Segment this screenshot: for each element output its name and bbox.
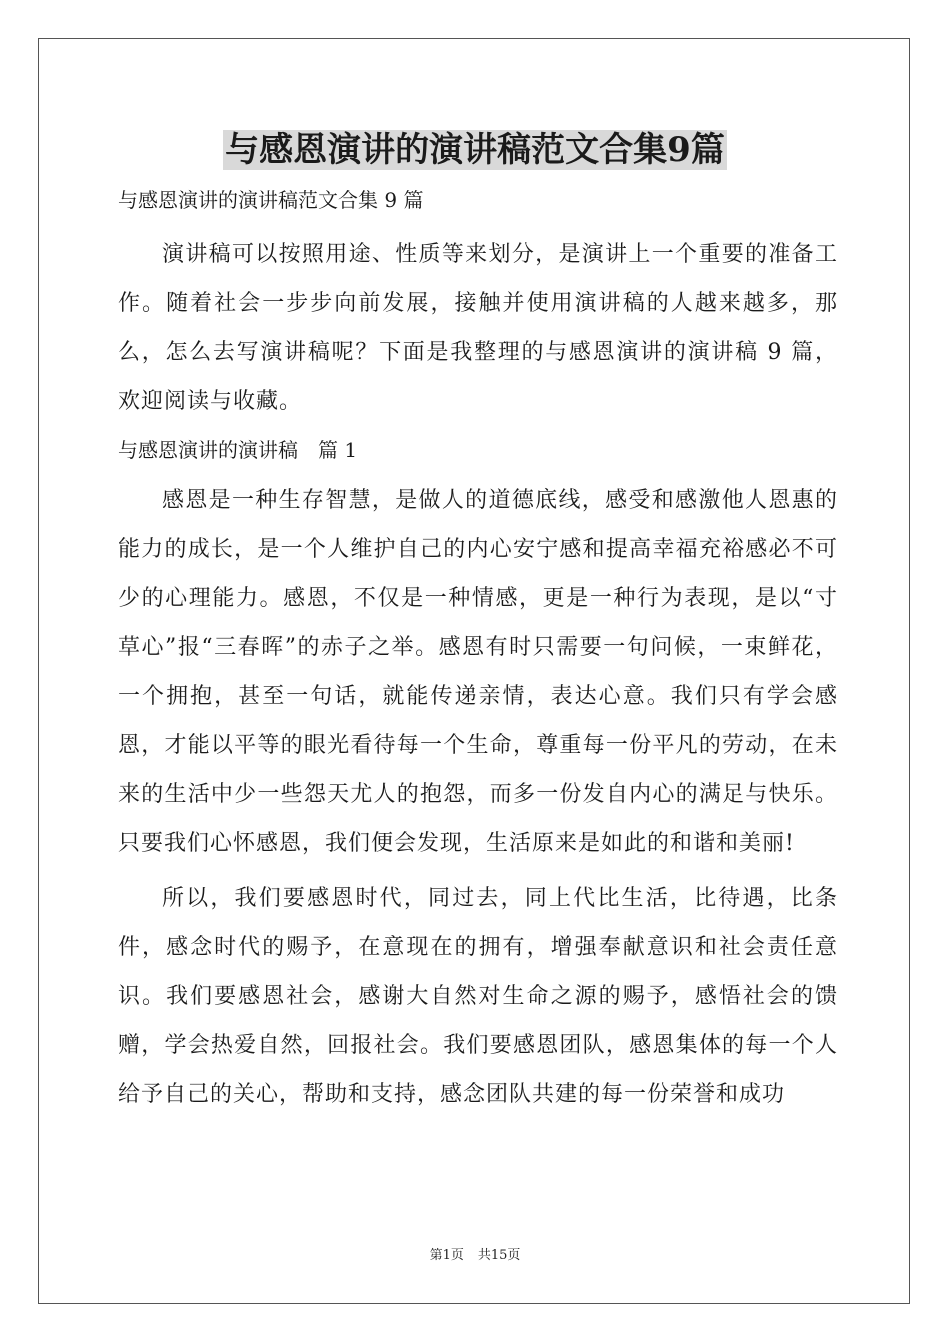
body-paragraph: 所以，我们要感恩时代，同过去，同上代比生活，比待遇，比条件，感念时代的赐予，在意现在的拥有，增强奉献意识和社会责任意识。我们要感恩社会，感谢大自然对生命之源的赐予，感悟社会的馈赠，学会热爱自然，回报社会。我们要感恩团队，感恩集体的每一个人给予自己的关心，帮助和支持，感念团队共建的每一份荣誉和成功: [118, 886, 838, 1107]
intro-paragraph: 演讲稿可以按照用途、性质等来划分，是演讲上一个重要的准备工作。随着社会一步步向前发展，接触并使用演讲稿的人越来越多，那么，怎么去写演讲稿呢？下面是我整理的与感恩演讲的演讲稿 9 篇，欢迎阅读与收藏。: [118, 242, 838, 414]
page-total: 共15页: [477, 1248, 521, 1263]
page-footer: [0, 1247, 950, 1265]
page-number: 第1页: [429, 1248, 464, 1263]
document-subtitle: 与感恩演讲的演讲稿范文合集 9 篇: [118, 188, 424, 212]
document-title: [0, 128, 950, 172]
document-title-text: 与感恩演讲的演讲稿范文合集9篇: [225, 130, 725, 170]
body-paragraph: 感恩是一种生存智慧，是做人的道德底线，感受和感激他人恩惠的能力的成长，是一个人维护自己的内心安宁感和提高幸福充裕感必不可少的心理能力。感恩，不仅是一种情感，更是一种行为表现，是以“寸草心”报“三春晖”的赤子之举。感恩有时只需要一句问候，一束鲜花，一个拥抱，甚至一句话，就能传递亲情，表达心意。我们只有学会感恩，才能以平等的眼光看待每一个生命，尊重每一份平凡的劳动，在未来的生活中少一些怨天尤人的抱怨，而多一份发自内心的满足与快乐。只要我们心怀感恩，我们便会发现，生活原来是如此的和谐和美丽!: [118, 488, 838, 856]
section-heading: 与感恩演讲的演讲稿 篇 1: [118, 438, 358, 462]
document-body: [118, 180, 838, 1119]
